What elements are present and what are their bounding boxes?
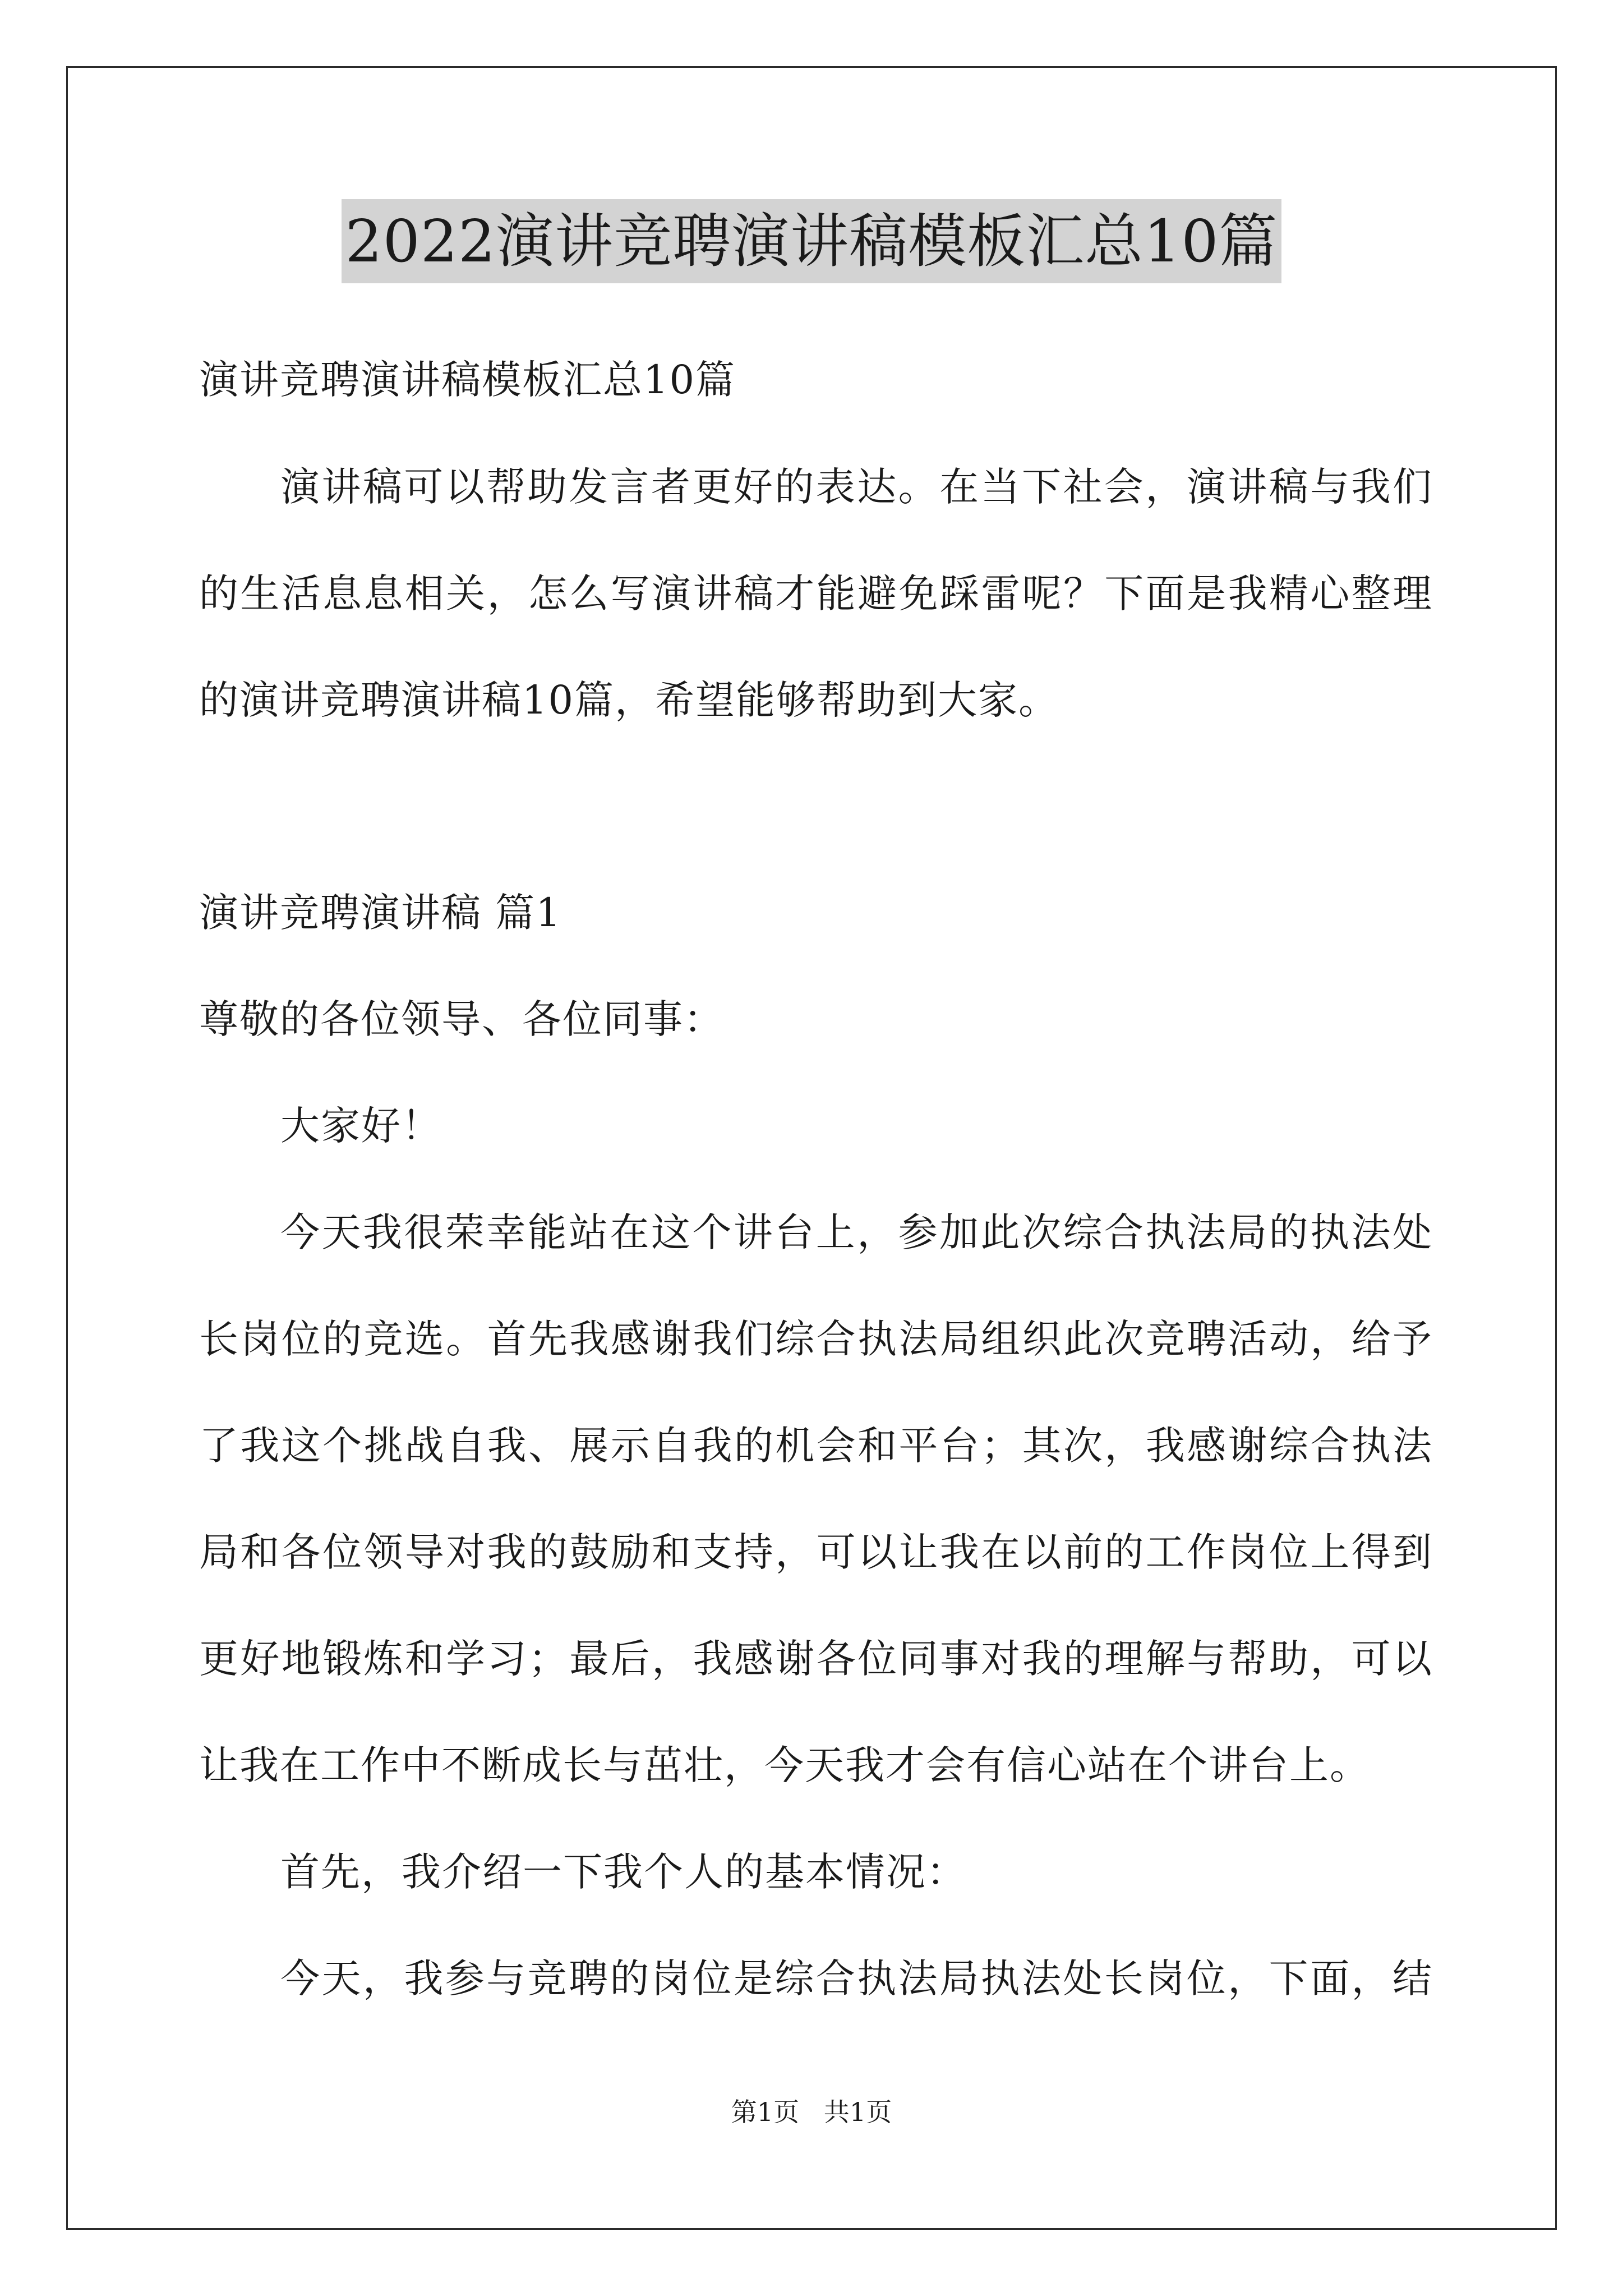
- subtitle-line: 演讲竞聘演讲稿模板汇总10篇: [199, 357, 736, 403]
- paragraph-line: 长岗位的竞选。首先我感谢我们综合执法局组织此次竞聘活动，给予: [199, 1316, 1433, 1362]
- salutation-line: 尊敬的各位领导、各位同事：: [199, 996, 724, 1042]
- page-footer: 第1页 共1页: [731, 2097, 892, 2127]
- paragraph-line: 的生活息息相关，怎么写演讲稿才能避免踩雷呢？下面是我精心整理: [199, 570, 1433, 616]
- paragraph-line: 的演讲竞聘演讲稿10篇，希望能够帮助到大家。: [199, 677, 1059, 723]
- section-heading: 演讲竞聘演讲稿 篇1: [199, 890, 562, 936]
- paragraph-line: 演讲稿可以帮助发言者更好的表达。在当下社会，演讲稿与我们: [280, 464, 1433, 510]
- paragraph-line: 了我这个挑战自我、展示自我的机会和平台；其次，我感谢综合执法: [199, 1423, 1433, 1469]
- greeting-line: 大家好！: [280, 1103, 442, 1149]
- paragraph-line: 今天我很荣幸能站在这个讲台上，参加此次综合执法局的执法处: [280, 1209, 1433, 1255]
- paragraph-line: 更好地锻炼和学习；最后，我感谢各位同事对我的理解与帮助，可以: [199, 1636, 1433, 1682]
- paragraph-line: 首先，我介绍一下我个人的基本情况：: [280, 1849, 967, 1895]
- paragraph-line: 局和各位领导对我的鼓励和支持，可以让我在以前的工作岗位上得到: [199, 1529, 1433, 1575]
- paragraph-line: 让我在工作中不断成长与茁壮，今天我才会有信心站在个讲台上。: [199, 1742, 1370, 1788]
- document-title: [0, 199, 1623, 283]
- paragraph-line: 今天，我参与竞聘的岗位是综合执法局执法处长岗位，下面，结: [280, 1955, 1433, 2001]
- document-title-text: 2022演讲竞聘演讲稿模板汇总10篇: [342, 199, 1281, 283]
